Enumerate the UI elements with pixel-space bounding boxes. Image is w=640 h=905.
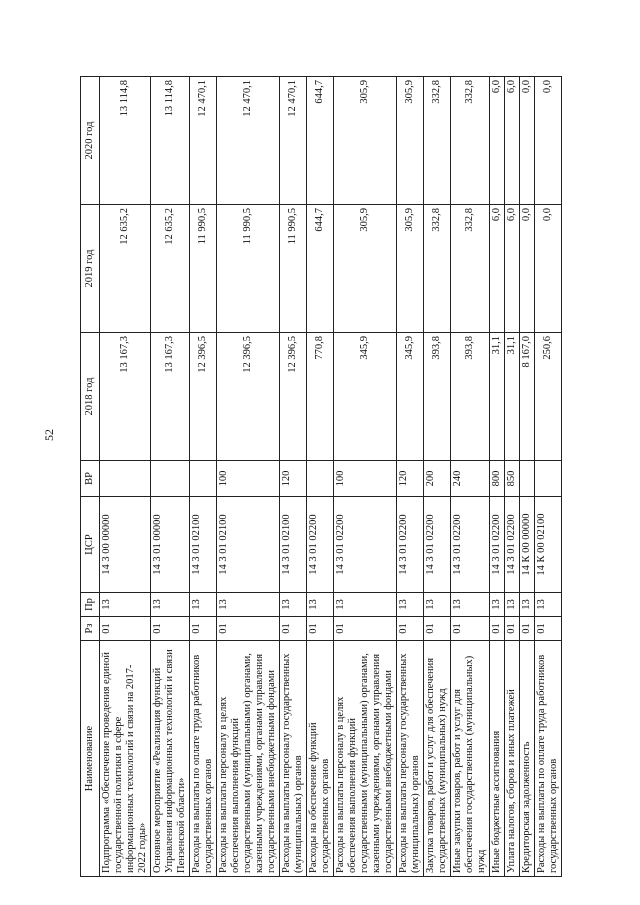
cell-vr: 850 bbox=[505, 461, 520, 497]
cell-vr bbox=[100, 461, 151, 497]
header-rz: Рз bbox=[81, 617, 100, 641]
cell-pr: 13 bbox=[490, 593, 505, 617]
cell-2020: 644,7 bbox=[307, 77, 334, 205]
cell-name: Иные бюджетные ассигнования bbox=[490, 641, 505, 877]
cell-rz: 01 bbox=[490, 617, 505, 641]
cell-pr: 13 bbox=[397, 593, 424, 617]
cell-2018: 12 396,5 bbox=[190, 333, 217, 461]
cell-name: Расходы на выплаты по оплате труда работников государственных органов bbox=[535, 641, 562, 877]
cell-csr: 14 3 01 02100 bbox=[280, 497, 307, 593]
cell-2020: 6,0 bbox=[490, 77, 505, 205]
cell-pr: 13 bbox=[334, 593, 397, 617]
cell-vr bbox=[520, 461, 535, 497]
cell-csr: 14 3 01 02200 bbox=[451, 497, 490, 593]
cell-csr: 14 3 00 00000 bbox=[100, 497, 151, 593]
cell-csr: 14 3 01 02100 bbox=[190, 497, 217, 593]
cell-pr: 13 bbox=[505, 593, 520, 617]
cell-rz: 01 bbox=[100, 617, 151, 641]
cell-pr: 13 bbox=[307, 593, 334, 617]
cell-pr: 13 bbox=[190, 593, 217, 617]
table-row bbox=[100, 77, 151, 877]
cell-rz: 01 bbox=[505, 617, 520, 641]
cell-pr: 13 bbox=[535, 593, 562, 617]
cell-name: Расходы на выплаты персоналу государственных (муниципальных) органов bbox=[397, 641, 424, 877]
cell-vr bbox=[151, 461, 190, 497]
cell-2018: 393,8 bbox=[424, 333, 451, 461]
cell-name: Уплата налогов, сборов и иных платежей bbox=[505, 641, 520, 877]
cell-name: Закупка товаров, работ и услуг для обеспечения государственных (муниципальных) нужд bbox=[424, 641, 451, 877]
cell-pr: 13 bbox=[151, 593, 190, 617]
cell-2019: 12 635,2 bbox=[151, 205, 190, 333]
header-2020: 2020 год bbox=[81, 77, 100, 205]
cell-pr: 13 bbox=[424, 593, 451, 617]
cell-name: Расходы на выплаты персоналу государственных (муниципальных) органов bbox=[280, 641, 307, 877]
cell-vr: 100 bbox=[217, 461, 280, 497]
table-row bbox=[505, 77, 520, 877]
cell-2019: 11 990,5 bbox=[190, 205, 217, 333]
cell-pr: 13 bbox=[217, 593, 280, 617]
cell-rz: 01 bbox=[397, 617, 424, 641]
cell-name: Расходы на выплаты персоналу в целях обеспечения выполнения функций государственными (муниципальными) органами, казенными учреждениями, органами управления государственными внебюджетными фондами bbox=[217, 641, 280, 877]
table-row bbox=[451, 77, 490, 877]
cell-csr: 14 3 01 00000 bbox=[151, 497, 190, 593]
cell-2019: 305,9 bbox=[397, 205, 424, 333]
table-row bbox=[217, 77, 280, 877]
cell-2018: 13 167,3 bbox=[151, 333, 190, 461]
cell-csr: 14 3 01 02200 bbox=[505, 497, 520, 593]
cell-2019: 12 635,2 bbox=[100, 205, 151, 333]
cell-vr: 800 bbox=[490, 461, 505, 497]
header-pr: Пр bbox=[81, 593, 100, 617]
header-row bbox=[81, 77, 100, 877]
cell-vr: 100 bbox=[334, 461, 397, 497]
cell-2020: 305,9 bbox=[397, 77, 424, 205]
cell-2018: 12 396,5 bbox=[280, 333, 307, 461]
cell-name: Подпрограмма «Обеспечение проведения единой государственной политики в сфере информационных технологий и связи на 2017-2022 годы» bbox=[100, 641, 151, 877]
cell-2020: 6,0 bbox=[505, 77, 520, 205]
cell-2019: 332,8 bbox=[451, 205, 490, 333]
cell-vr: 240 bbox=[451, 461, 490, 497]
table-row bbox=[520, 77, 535, 877]
table-row bbox=[424, 77, 451, 877]
cell-2020: 332,8 bbox=[451, 77, 490, 205]
cell-name: Расходы на выплаты персоналу в целях обеспечения выполнения функций государственными (муниципальными) органами, казенными учреждениями, органами управления государственными внебюджетными фондами bbox=[334, 641, 397, 877]
cell-rz: 01 bbox=[217, 617, 280, 641]
header-name: Наименование bbox=[81, 641, 100, 877]
cell-2019: 644,7 bbox=[307, 205, 334, 333]
cell-2019: 332,8 bbox=[424, 205, 451, 333]
cell-2020: 305,9 bbox=[334, 77, 397, 205]
cell-2018: 393,8 bbox=[451, 333, 490, 461]
header-2019: 2019 год bbox=[81, 205, 100, 333]
cell-2019: 11 990,5 bbox=[280, 205, 307, 333]
header-2018: 2018 год bbox=[81, 333, 100, 461]
cell-2018: 31,1 bbox=[490, 333, 505, 461]
cell-vr bbox=[307, 461, 334, 497]
cell-csr: 14 К 00 02100 bbox=[535, 497, 562, 593]
cell-2019: 6,0 bbox=[505, 205, 520, 333]
cell-csr: 14 3 01 02200 bbox=[490, 497, 505, 593]
cell-2019: 6,0 bbox=[490, 205, 505, 333]
cell-vr: 120 bbox=[280, 461, 307, 497]
cell-name: Иные закупки товаров, работ и услуг для обеспечения государственных (муниципальных) нужд bbox=[451, 641, 490, 877]
cell-2018: 770,8 bbox=[307, 333, 334, 461]
table-row bbox=[151, 77, 190, 877]
cell-pr: 13 bbox=[280, 593, 307, 617]
cell-vr bbox=[190, 461, 217, 497]
table-container bbox=[80, 77, 559, 877]
cell-csr: 14 3 01 02100 bbox=[217, 497, 280, 593]
cell-2020: 12 470,1 bbox=[190, 77, 217, 205]
cell-csr: 14 3 01 02200 bbox=[334, 497, 397, 593]
cell-2018: 12 396,5 bbox=[217, 333, 280, 461]
cell-rz: 01 bbox=[535, 617, 562, 641]
cell-2018: 345,9 bbox=[397, 333, 424, 461]
cell-2018: 345,9 bbox=[334, 333, 397, 461]
cell-csr: 14 3 01 02200 bbox=[307, 497, 334, 593]
table-row bbox=[334, 77, 397, 877]
cell-2020: 0,0 bbox=[535, 77, 562, 205]
cell-vr bbox=[535, 461, 562, 497]
cell-csr: 14 3 01 02200 bbox=[424, 497, 451, 593]
cell-csr: 14 К 00 00000 bbox=[520, 497, 535, 593]
cell-2018: 13 167,3 bbox=[100, 333, 151, 461]
table-row bbox=[280, 77, 307, 877]
cell-vr: 120 bbox=[397, 461, 424, 497]
cell-2019: 0,0 bbox=[520, 205, 535, 333]
cell-2020: 0,0 bbox=[520, 77, 535, 205]
table-row bbox=[397, 77, 424, 877]
cell-rz: 01 bbox=[151, 617, 190, 641]
cell-pr: 13 bbox=[451, 593, 490, 617]
cell-2020: 13 114,8 bbox=[151, 77, 190, 205]
cell-rz: 01 bbox=[307, 617, 334, 641]
table-row bbox=[535, 77, 562, 877]
cell-pr: 13 bbox=[520, 593, 535, 617]
cell-2018: 250,6 bbox=[535, 333, 562, 461]
cell-vr: 200 bbox=[424, 461, 451, 497]
cell-name: Расходы на выплаты по оплате труда работников государственных органов bbox=[190, 641, 217, 877]
cell-name: Кредиторская задолженность bbox=[520, 641, 535, 877]
table-row bbox=[490, 77, 505, 877]
cell-2019: 305,9 bbox=[334, 205, 397, 333]
cell-rz: 01 bbox=[520, 617, 535, 641]
cell-name: Расходы на обеспечение функций государственных органов bbox=[307, 641, 334, 877]
cell-2019: 0,0 bbox=[535, 205, 562, 333]
page-number: 52 bbox=[42, 429, 56, 441]
cell-name: Основное мероприятие «Реализация функций Управления информационных технологий и связи Пензенской области» bbox=[151, 641, 190, 877]
header-csr: ЦСР bbox=[81, 497, 100, 593]
cell-2018: 31,1 bbox=[505, 333, 520, 461]
table-row bbox=[190, 77, 217, 877]
cell-rz: 01 bbox=[190, 617, 217, 641]
cell-2020: 12 470,1 bbox=[217, 77, 280, 205]
cell-pr: 13 bbox=[100, 593, 151, 617]
table-row bbox=[307, 77, 334, 877]
cell-rz: 01 bbox=[451, 617, 490, 641]
cell-2020: 13 114,8 bbox=[100, 77, 151, 205]
cell-csr: 14 3 01 02200 bbox=[397, 497, 424, 593]
budget-table bbox=[80, 76, 562, 877]
cell-2018: 8 167,0 bbox=[520, 333, 535, 461]
cell-rz: 01 bbox=[280, 617, 307, 641]
cell-rz: 01 bbox=[334, 617, 397, 641]
cell-2019: 11 990,5 bbox=[217, 205, 280, 333]
cell-2020: 332,8 bbox=[424, 77, 451, 205]
cell-2020: 12 470,1 bbox=[280, 77, 307, 205]
cell-rz: 01 bbox=[424, 617, 451, 641]
header-vr: ВР bbox=[81, 461, 100, 497]
